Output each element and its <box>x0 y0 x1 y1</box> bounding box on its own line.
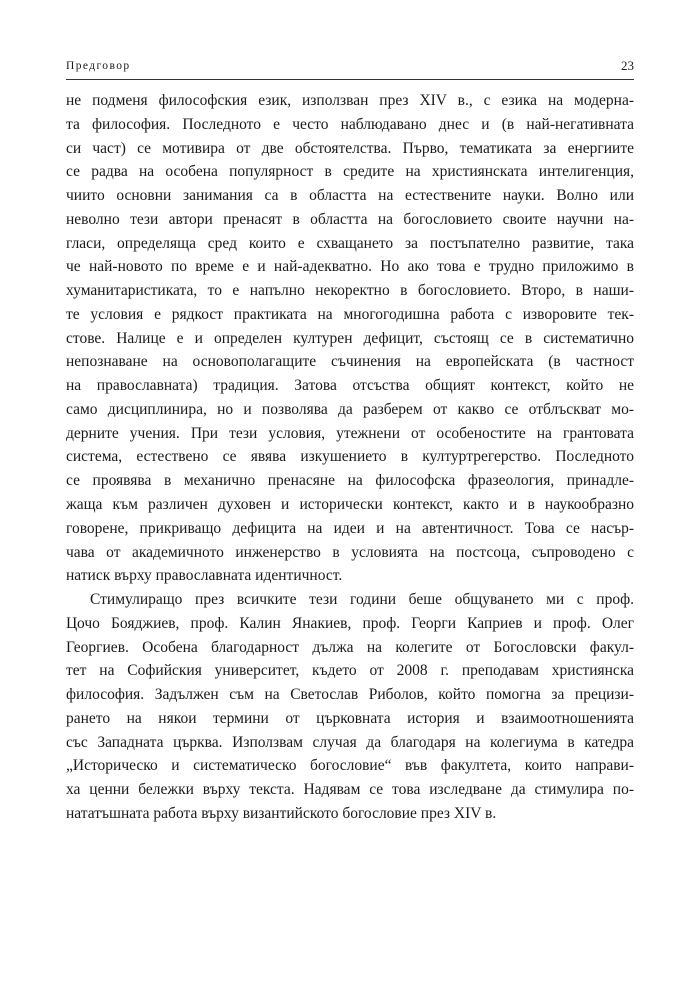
running-header <box>66 58 634 78</box>
header-rule <box>66 79 634 80</box>
text-line: жаща към различен духовен и исторически контекст, както и в наукообразно <box>66 496 634 514</box>
text-line: та философия. Последното е често наблюдавано днес и (в най-негативната <box>66 115 634 133</box>
text-line: със Западната църква. Използвам случая да благодаря на колегиума в катедра <box>66 733 634 751</box>
text-line: ха ценни бележки върху текста. Надявам се това изследване да стимулира по- <box>66 781 634 799</box>
text-line: говорене, прикриващо дефицита на идеи и на автентичност. Това се насър- <box>66 519 634 537</box>
text-line: философия. Задължен съм на Светослав Риболов, който помогна за прецизи- <box>66 686 634 704</box>
text-line: рането на някои термини от църковната история и взаимоотношенията <box>66 709 634 727</box>
paragraph-1 <box>66 89 634 588</box>
text-line: нататъшната работа върху византийското богословие през XIV в. <box>66 804 497 822</box>
text-line: само дисциплинира, но и позволява да разберем от какво се отблъскват мо- <box>66 400 634 418</box>
text-line: Георгиев. Особена благодарност дължа на колегите от Богословски факул- <box>66 638 634 656</box>
text-line: чиито основни занимания са в областта на естествените науки. Волно или <box>66 187 634 205</box>
paragraph-2 <box>66 588 634 826</box>
text-line: не подменя философския език, използван през XIV в., с езика на модерна- <box>66 92 634 109</box>
text-line: неволно тези автори пренасят в областта на богословието своите научни на- <box>66 210 634 228</box>
text-line: тет на Софийския университет, където от 2008 г. преподавам християнска <box>66 662 634 680</box>
text-line: на православната) традиция. Затова отсъства общият контекст, който не <box>66 377 634 395</box>
text-line: хуманитаристиката, то е напълно некоректно в богословието. Второ, в наши- <box>66 282 634 300</box>
text-line: си част) се мотивира от две обстоятелства. Първо, тематиката за енергиите <box>66 139 634 157</box>
text-line: Стимулиращо през всичките тези години беше общуването ми с проф. <box>90 591 634 609</box>
text-line: стове. Налице е и определен културен дефицит, състоящ се в систематично <box>66 329 634 347</box>
text-line: гласи, определяща сред които е схващането за постъпателно развитие, така <box>66 234 634 252</box>
text-line: дерните учения. При тези условия, утежнени от особеностите на грантовата <box>66 424 634 442</box>
running-title: Предговор <box>66 60 131 72</box>
text-line: система, естествено се явява изкушението в културтрегерство. Последното <box>66 448 634 466</box>
body-text <box>66 89 634 826</box>
text-line: те условия е рядкост практиката на многогодишна работа с изворовите тек- <box>66 305 634 323</box>
text-line: се проявява в механично пренасяне на философска фразеология, принадле- <box>66 472 634 490</box>
text-line: непознаване на основополагащите съчинения на европейската (в частност <box>66 353 634 371</box>
text-line: „Историческо и систематическо богословие“ във факултета, които направи- <box>66 757 634 775</box>
page-number: 23 <box>621 58 634 73</box>
text-line: че най-новото по време е и най-адекватно. Но ако това е трудно приложимо в <box>66 258 634 276</box>
text-line: се радва на особена популярност в средите на християнската интелигенция, <box>66 163 634 181</box>
text-line: натиск върху православната идентичност. <box>66 567 343 585</box>
text-line: чава от академичното инженерство в условията на постсоца, съпроводено с <box>66 543 634 561</box>
text-line: Цочо Бояджиев, проф. Калин Янакиев, проф. Георги Каприев и проф. Олег <box>66 614 634 632</box>
